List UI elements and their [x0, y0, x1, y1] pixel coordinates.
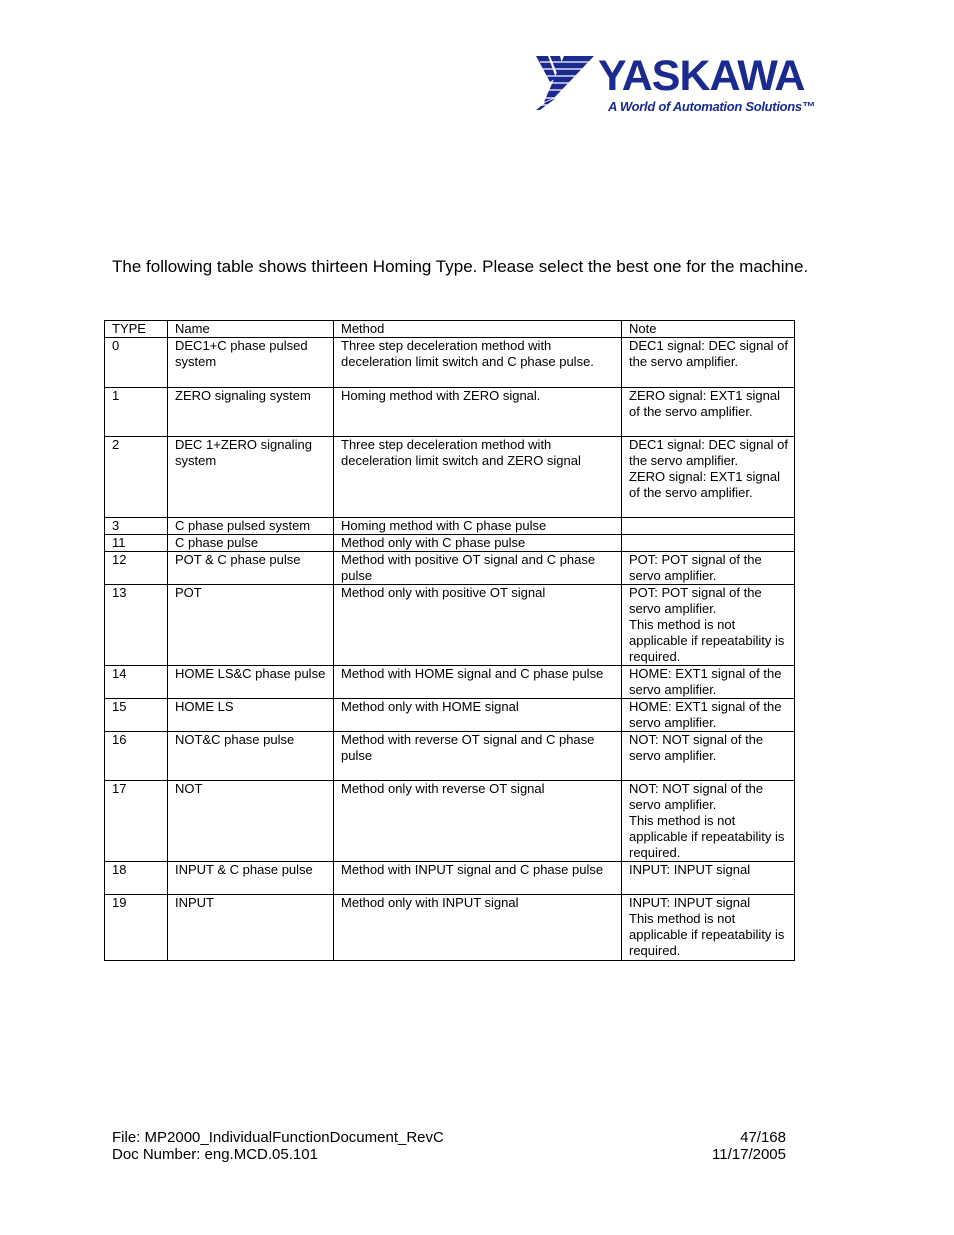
- table-row: [105, 518, 795, 535]
- cell-name: DEC1+C phase pulsed system: [168, 338, 334, 388]
- cell-type: 14: [105, 666, 168, 699]
- cell-method: Homing method with ZERO signal.: [334, 388, 622, 437]
- table-row: [105, 666, 795, 699]
- cell-method: Method only with INPUT signal: [334, 895, 622, 961]
- cell-method: Method only with reverse OT signal: [334, 781, 622, 862]
- cell-name: INPUT & C phase pulse: [168, 862, 334, 895]
- cell-method: Method with reverse OT signal and C phase pulse: [334, 732, 622, 781]
- brand-name: YASKAWA: [598, 52, 805, 100]
- homing-type-table: [104, 320, 795, 961]
- cell-name: INPUT: [168, 895, 334, 961]
- cell-name: DEC 1+ZERO signaling system: [168, 437, 334, 518]
- cell-note: DEC1 signal: DEC signal of the servo amplifier.: [622, 338, 795, 388]
- cell-method: Homing method with C phase pulse: [334, 518, 622, 535]
- cell-note: NOT: NOT signal of the servo amplifier. This method is not applicable if repeatability is required.: [622, 781, 795, 862]
- cell-name: POT: [168, 585, 334, 666]
- cell-note: INPUT: INPUT signal: [622, 862, 795, 895]
- cell-type: 15: [105, 699, 168, 732]
- cell-method: Three step deceleration method with deceleration limit switch and ZERO signal: [334, 437, 622, 518]
- footer-file: File: MP2000_IndividualFunctionDocument_RevC: [112, 1129, 444, 1146]
- footer-page-number: 47/168: [740, 1129, 786, 1146]
- header-type: TYPE: [105, 321, 168, 338]
- table-row: [105, 862, 795, 895]
- cell-type: 0: [105, 338, 168, 388]
- cell-type: 12: [105, 552, 168, 585]
- page-footer: [112, 1129, 786, 1163]
- table-row: [105, 895, 795, 961]
- cell-name: ZERO signaling system: [168, 388, 334, 437]
- table-row: [105, 535, 795, 552]
- cell-method: Method with HOME signal and C phase pulse: [334, 666, 622, 699]
- cell-type: 17: [105, 781, 168, 862]
- intro-paragraph: The following table shows thirteen Homing Type. Please select the best one for the machine.: [112, 257, 809, 276]
- cell-name: NOT: [168, 781, 334, 862]
- cell-type: 3: [105, 518, 168, 535]
- cell-method: Method only with C phase pulse: [334, 535, 622, 552]
- cell-type: 11: [105, 535, 168, 552]
- yaskawa-swoosh-icon: [534, 52, 598, 114]
- cell-name: HOME LS&C phase pulse: [168, 666, 334, 699]
- cell-note: [622, 535, 795, 552]
- cell-method: Method only with HOME signal: [334, 699, 622, 732]
- table-row: [105, 699, 795, 732]
- cell-type: 13: [105, 585, 168, 666]
- header-method: Method: [334, 321, 622, 338]
- yaskawa-logo: [534, 52, 824, 114]
- cell-type: 19: [105, 895, 168, 961]
- table-row: [105, 388, 795, 437]
- cell-note: HOME: EXT1 signal of the servo amplifier.: [622, 699, 795, 732]
- cell-note: POT: POT signal of the servo amplifier. This method is not applicable if repeatability is required.: [622, 585, 795, 666]
- cell-name: NOT&C phase pulse: [168, 732, 334, 781]
- cell-type: 16: [105, 732, 168, 781]
- cell-note: DEC1 signal: DEC signal of the servo amplifier. ZERO signal: EXT1 signal of the servo amplifier.: [622, 437, 795, 518]
- cell-type: 18: [105, 862, 168, 895]
- cell-method: Method with positive OT signal and C phase pulse: [334, 552, 622, 585]
- cell-note: [622, 518, 795, 535]
- table-row: [105, 552, 795, 585]
- cell-note: HOME: EXT1 signal of the servo amplifier.: [622, 666, 795, 699]
- brand-tagline: A World of Automation Solutions™: [608, 99, 815, 114]
- cell-method: Method only with positive OT signal: [334, 585, 622, 666]
- cell-note: ZERO signal: EXT1 signal of the servo amplifier.: [622, 388, 795, 437]
- footer-doc-number: Doc Number: eng.MCD.05.101: [112, 1146, 318, 1163]
- table-row: [105, 781, 795, 862]
- table-row: [105, 338, 795, 388]
- table-row: [105, 585, 795, 666]
- cell-type: 2: [105, 437, 168, 518]
- cell-name: POT & C phase pulse: [168, 552, 334, 585]
- cell-note: INPUT: INPUT signal This method is not applicable if repeatability is required.: [622, 895, 795, 961]
- table-header-row: [105, 321, 795, 338]
- cell-note: NOT: NOT signal of the servo amplifier.: [622, 732, 795, 781]
- cell-note: POT: POT signal of the servo amplifier.: [622, 552, 795, 585]
- cell-name: C phase pulse: [168, 535, 334, 552]
- header-note: Note: [622, 321, 795, 338]
- cell-method: Method with INPUT signal and C phase pulse: [334, 862, 622, 895]
- footer-date: 11/17/2005: [712, 1146, 786, 1163]
- cell-method: Three step deceleration method with deceleration limit switch and C phase pulse.: [334, 338, 622, 388]
- cell-name: C phase pulsed system: [168, 518, 334, 535]
- table-row: [105, 437, 795, 518]
- table-row: [105, 732, 795, 781]
- header-name: Name: [168, 321, 334, 338]
- cell-type: 1: [105, 388, 168, 437]
- cell-name: HOME LS: [168, 699, 334, 732]
